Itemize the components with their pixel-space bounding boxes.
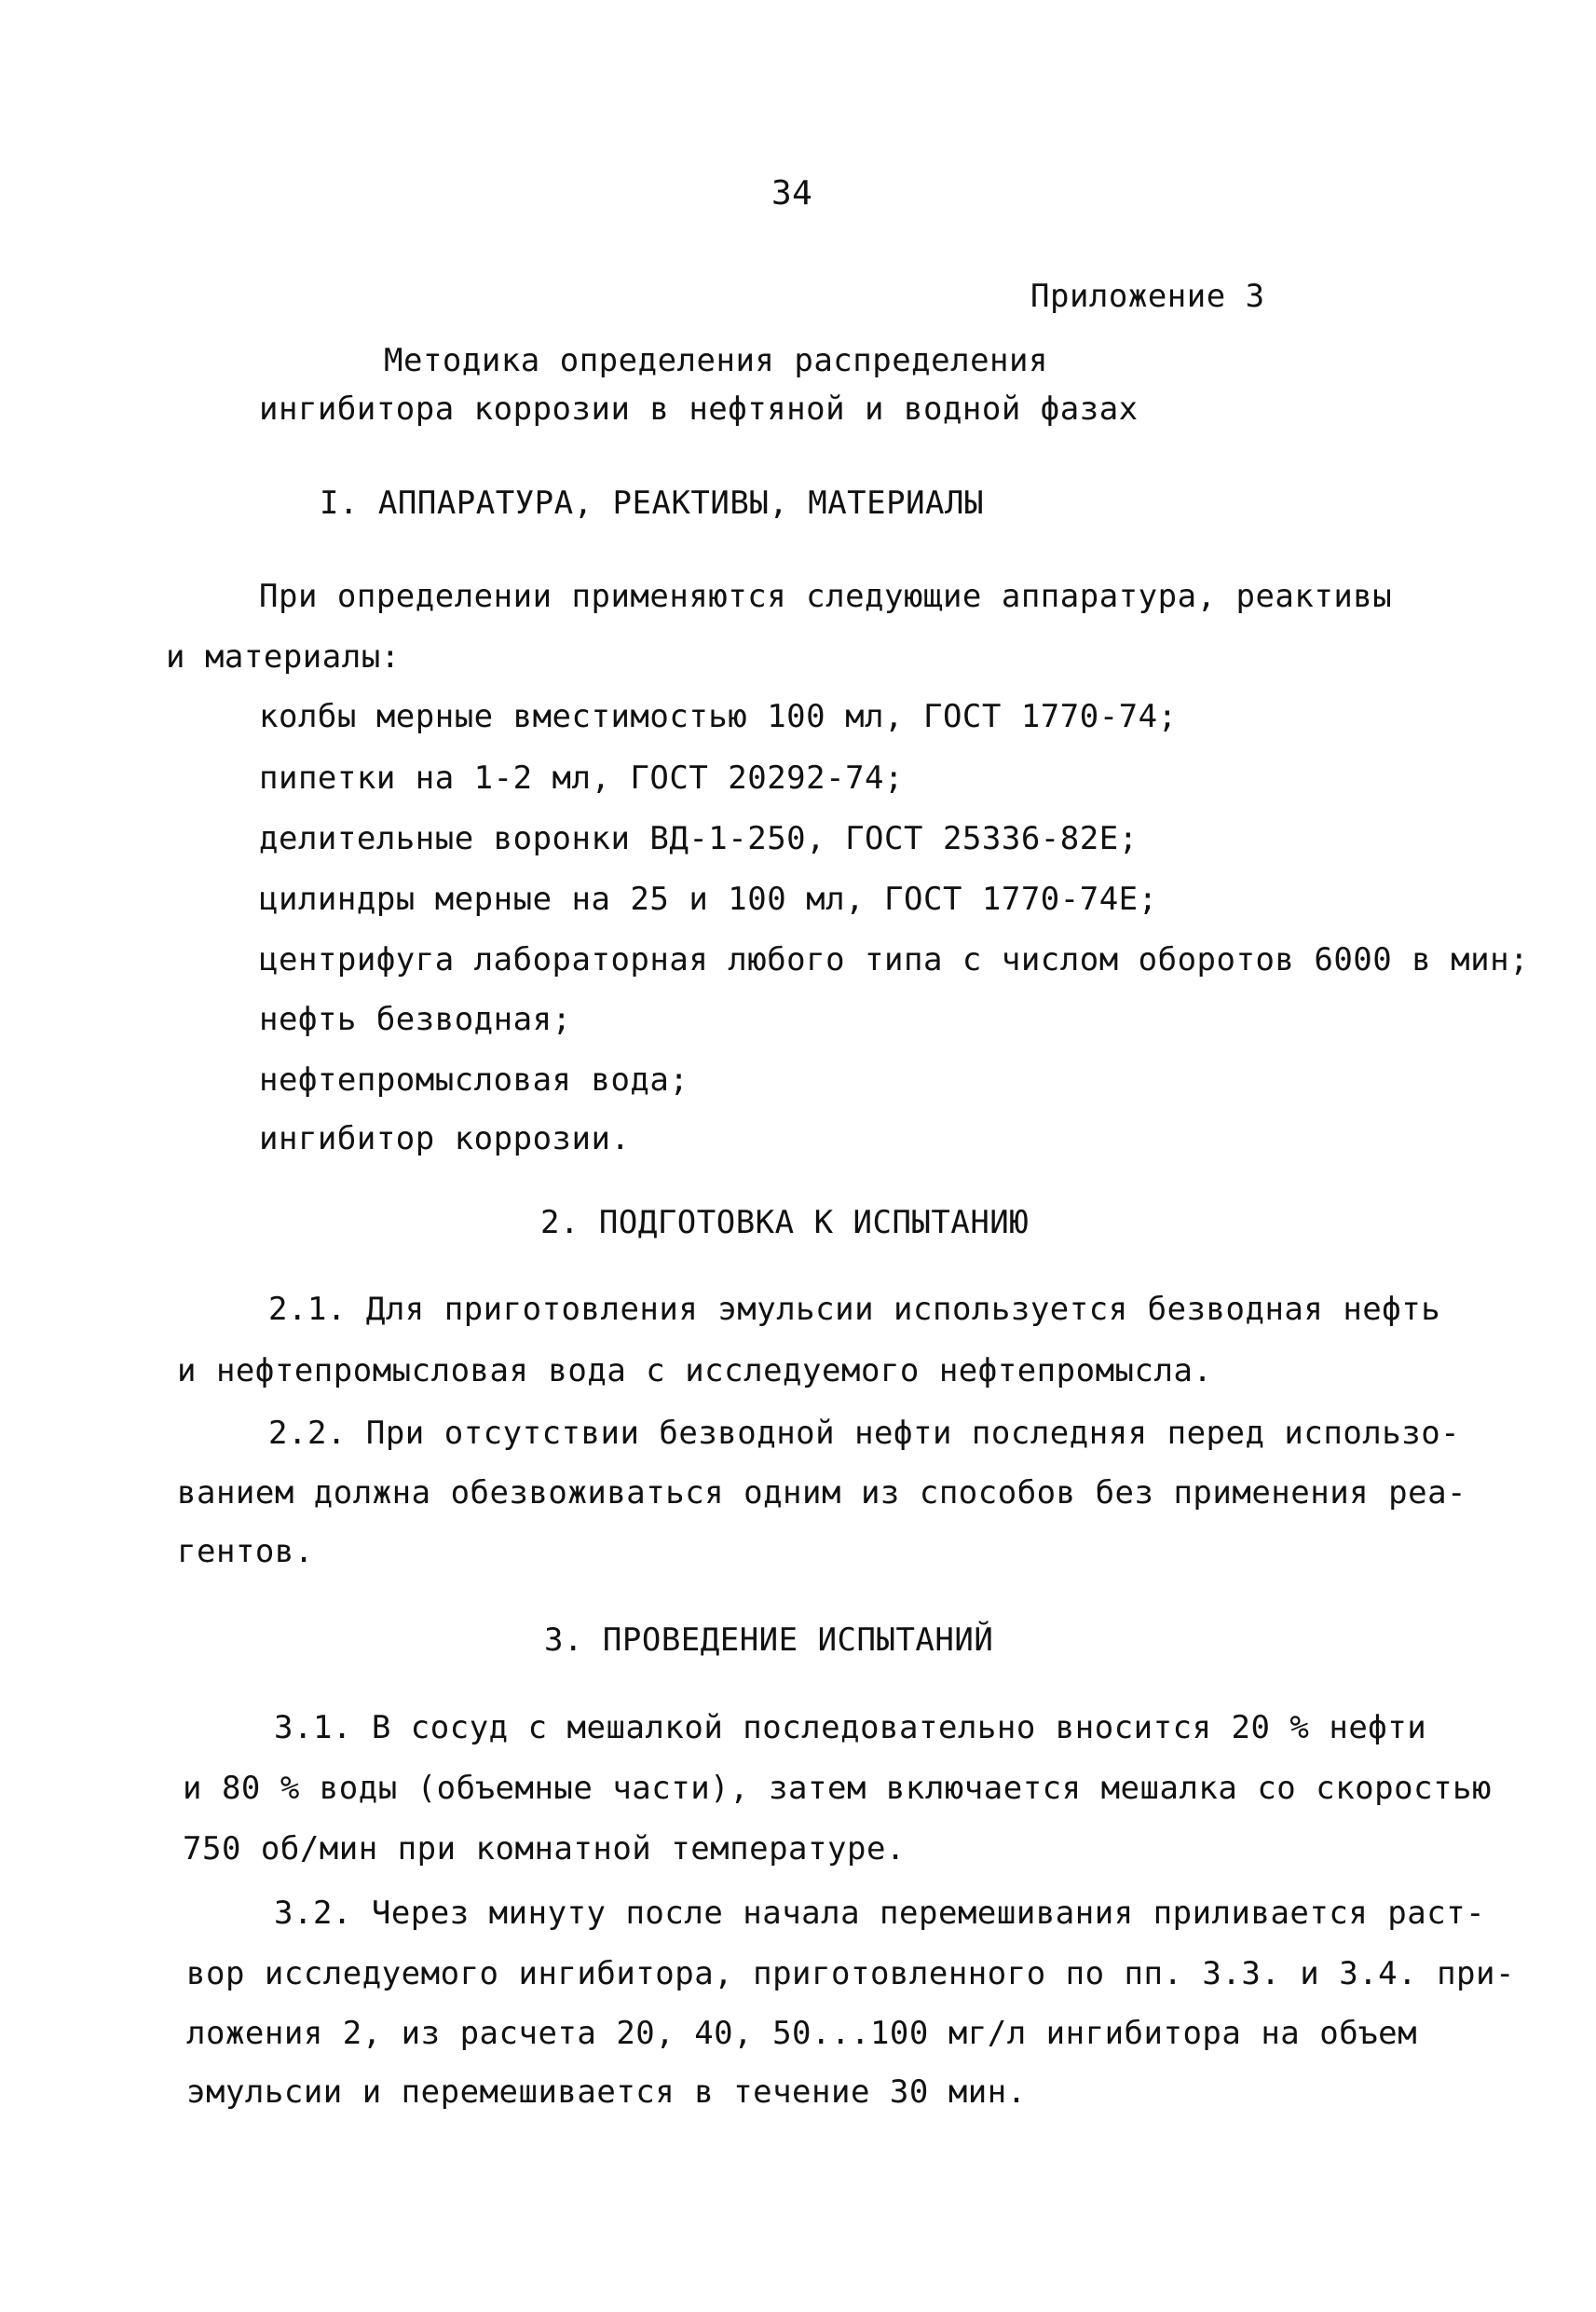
section-2-para-1-line-1: 2.1. Для приготовления эмульсии используется безводная нефть: [268, 1291, 1441, 1328]
section-1-intro-line-1: При определении применяются следующие аппаратура, реактивы: [259, 578, 1393, 615]
section-3-heading: 3. ПРОВЕДЕНИЕ ИСПЫТАНИЙ: [544, 1621, 994, 1659]
list-item: ингибитор коррозии.: [259, 1120, 631, 1157]
appendix-label: Приложение 3: [1030, 278, 1265, 315]
list-item: колбы мерные вместимостью 100 мл, ГОСТ 1770-74;: [259, 698, 1178, 735]
list-item: цилиндры мерные на 25 и 100 мл, ГОСТ 1770-74Е;: [259, 881, 1158, 918]
title-line-2: ингибитора коррозии в нефтяной и водной фазах: [259, 390, 1139, 428]
section-2-para-1-line-2: и нефтепромысловая вода с исследуемого нефтепромысла.: [177, 1352, 1213, 1389]
section-2-para-2-line-2: ванием должна обезвоживаться одним из способов без применения реа-: [177, 1474, 1467, 1512]
section-3-para-2-line-3: ложения 2, из расчета 20, 40, 50...100 мг/л ингибитора на объем: [186, 2015, 1418, 2052]
section-3-para-2-line-4: эмульсии и перемешивается в течение 30 мин.: [186, 2073, 1027, 2111]
list-item: нефть безводная;: [259, 1001, 572, 1038]
section-2-para-2-line-1: 2.2. При отсутствии безводной нефти последняя перед использо-: [268, 1415, 1461, 1452]
section-2-heading: 2. ПОДГОТОВКА К ИСПЫТАНИЮ: [540, 1204, 1030, 1241]
section-3-para-1-line-3: 750 об/мин при комнатной температуре.: [183, 1830, 906, 1867]
title-line-1: Методика определения распределения: [384, 342, 1048, 379]
list-item: пипетки на 1-2 мл, ГОСТ 20292-74;: [259, 759, 905, 797]
section-3-para-2-line-2: вор исследуемого ингибитора, приготовленного по пп. 3.3. и 3.4. при-: [186, 1955, 1515, 1992]
section-3-para-1-line-2: и 80 % воды (объемные части), затем включается мешалка со скоростью: [183, 1770, 1492, 1807]
section-1-heading: I. АППАРАТУРА, РЕАКТИВЫ, МАТЕРИАЛЫ: [320, 485, 984, 522]
section-1-intro-line-2: и материалы:: [166, 638, 401, 676]
section-2-para-2-line-3: гентов.: [177, 1533, 314, 1570]
list-item: центрифуга лабораторная любого типа с числом оборотов 6000 в мин;: [259, 941, 1530, 978]
section-3-para-2-line-1: 3.2. Через минуту после начала перемешивания приливается раст-: [274, 1895, 1486, 1932]
list-item: делительные воронки ВД-1-250, ГОСТ 25336-82Е;: [259, 820, 1139, 857]
section-3-para-1-line-1: 3.1. В сосуд с мешалкой последовательно вносится 20 % нефти: [274, 1709, 1427, 1746]
list-item: нефтепромысловая вода;: [259, 1061, 689, 1099]
page-number: 34: [771, 174, 813, 212]
